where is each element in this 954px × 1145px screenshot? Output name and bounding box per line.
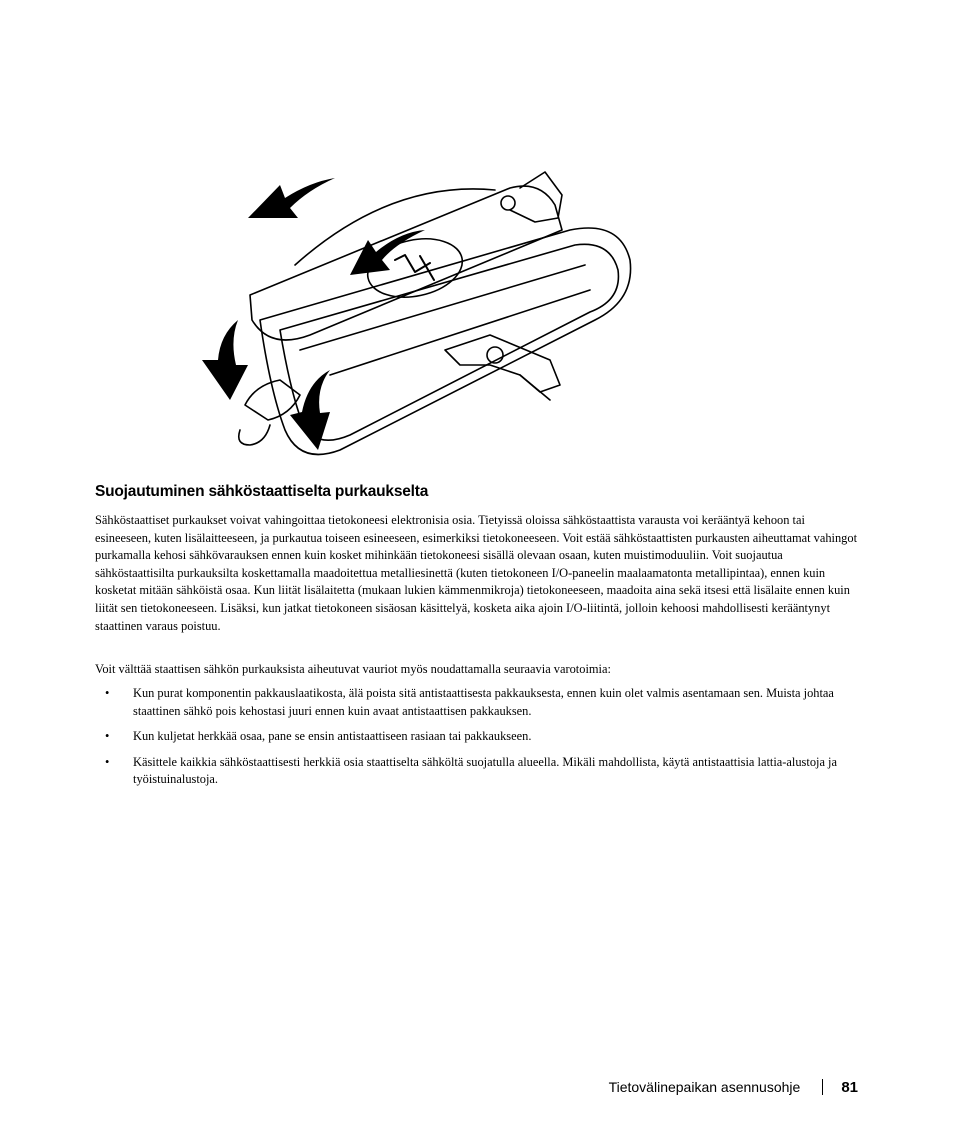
- precautions-intro: Voit välttää staattisen sähkön purkauksista aiheutuvat vauriot myös noudattamalla seuraavia varotoimia:: [95, 662, 611, 676]
- media-bay-illustration: [190, 160, 650, 460]
- release-tab: [445, 335, 560, 392]
- intro-paragraph: Sähköstaattiset purkaukset voivat vahingoittaa tietokoneesi elektronisia osia. Tietyissä oloissa sähköstaattista varausta voi kerääntyä kehoon tai esineeseen, kuten lisälaitteeseen, ja purkautua toiseen esineeseen, esimerkiksi tietokoneeseen. Voit estää sähköstaattisten purkausten aiheuttamat vahingot purkamalla kehosi sähkövarauksen ennen kuin kosket mihinkään tietokoneesi sisällä olevaan osaan, kuten muistimoduuliin. Voit suojautua sähköstaattisilta purkauksilta koskettamalla maadoitettua metalliesinettä (kuten tietokoneen I/O-paneelin maalaamatonta metallipintaa), ennen kuin kosketat mitään sähköistä osaa. Kun liität lisälaitetta (mukaan lukien kämmenmikroja) tietokoneeseen, maadoita aina sekä itsesi että lisälaite ennen kuin liität sen tietokoneeseen. Lisäksi, kun jatkat tietokoneen sisäosan käsittelyä, kosketa aika ajoin I/O-liitintä, jolloin kehoosi mahdollisesti kerääntynyt staattinen varaus poistuu.: [95, 513, 858, 633]
- section-heading: Suojautuminen sähköstaattiselta purkaukselta: [95, 483, 429, 500]
- list-item-text: Käsittele kaikkia sähköstaattisesti herkkiä osia staattiselta sähköltä suojatulla alueella. Mikäli mahdollista, käytä antistaattisia lattia-alustoja ja työistuinalustoja.: [133, 754, 837, 787]
- page-footer: [609, 1077, 858, 1097]
- list-item: [95, 685, 860, 720]
- bullet-icon: •: [105, 754, 110, 769]
- connector-bracket: [510, 172, 562, 222]
- precautions-list: [95, 685, 860, 797]
- footer-divider: [822, 1079, 823, 1095]
- cable: [295, 189, 495, 265]
- list-item-text: Kun purat komponentin pakkauslaatikosta, älä poista sitä antistaattisesta pakkauksesta, ennen kuin olet valmis asentamaan sen. Muista johtaa staattinen sähkö pois kehostasi juuri ennen kuin avaat antistaattisen pakkauksen.: [133, 686, 834, 718]
- bullet-icon: •: [105, 686, 110, 700]
- arrow-left-down-icon: [202, 320, 248, 400]
- arrow-top-left-icon: [248, 178, 335, 218]
- footer-title: Tietovälinepaikan asennusohje: [608, 1079, 801, 1095]
- dell-logo-icon: [395, 255, 434, 280]
- bullet-icon: •: [105, 729, 110, 744]
- list-item: [95, 754, 860, 789]
- list-item: [95, 728, 860, 746]
- list-item-text: Kun kuljetat herkkää osaa, pane se ensin antistaattiseen rasiaan tai pakkaukseen.: [133, 729, 532, 744]
- arrow-right-down-icon: [290, 370, 330, 450]
- page-number: 81: [841, 1078, 858, 1096]
